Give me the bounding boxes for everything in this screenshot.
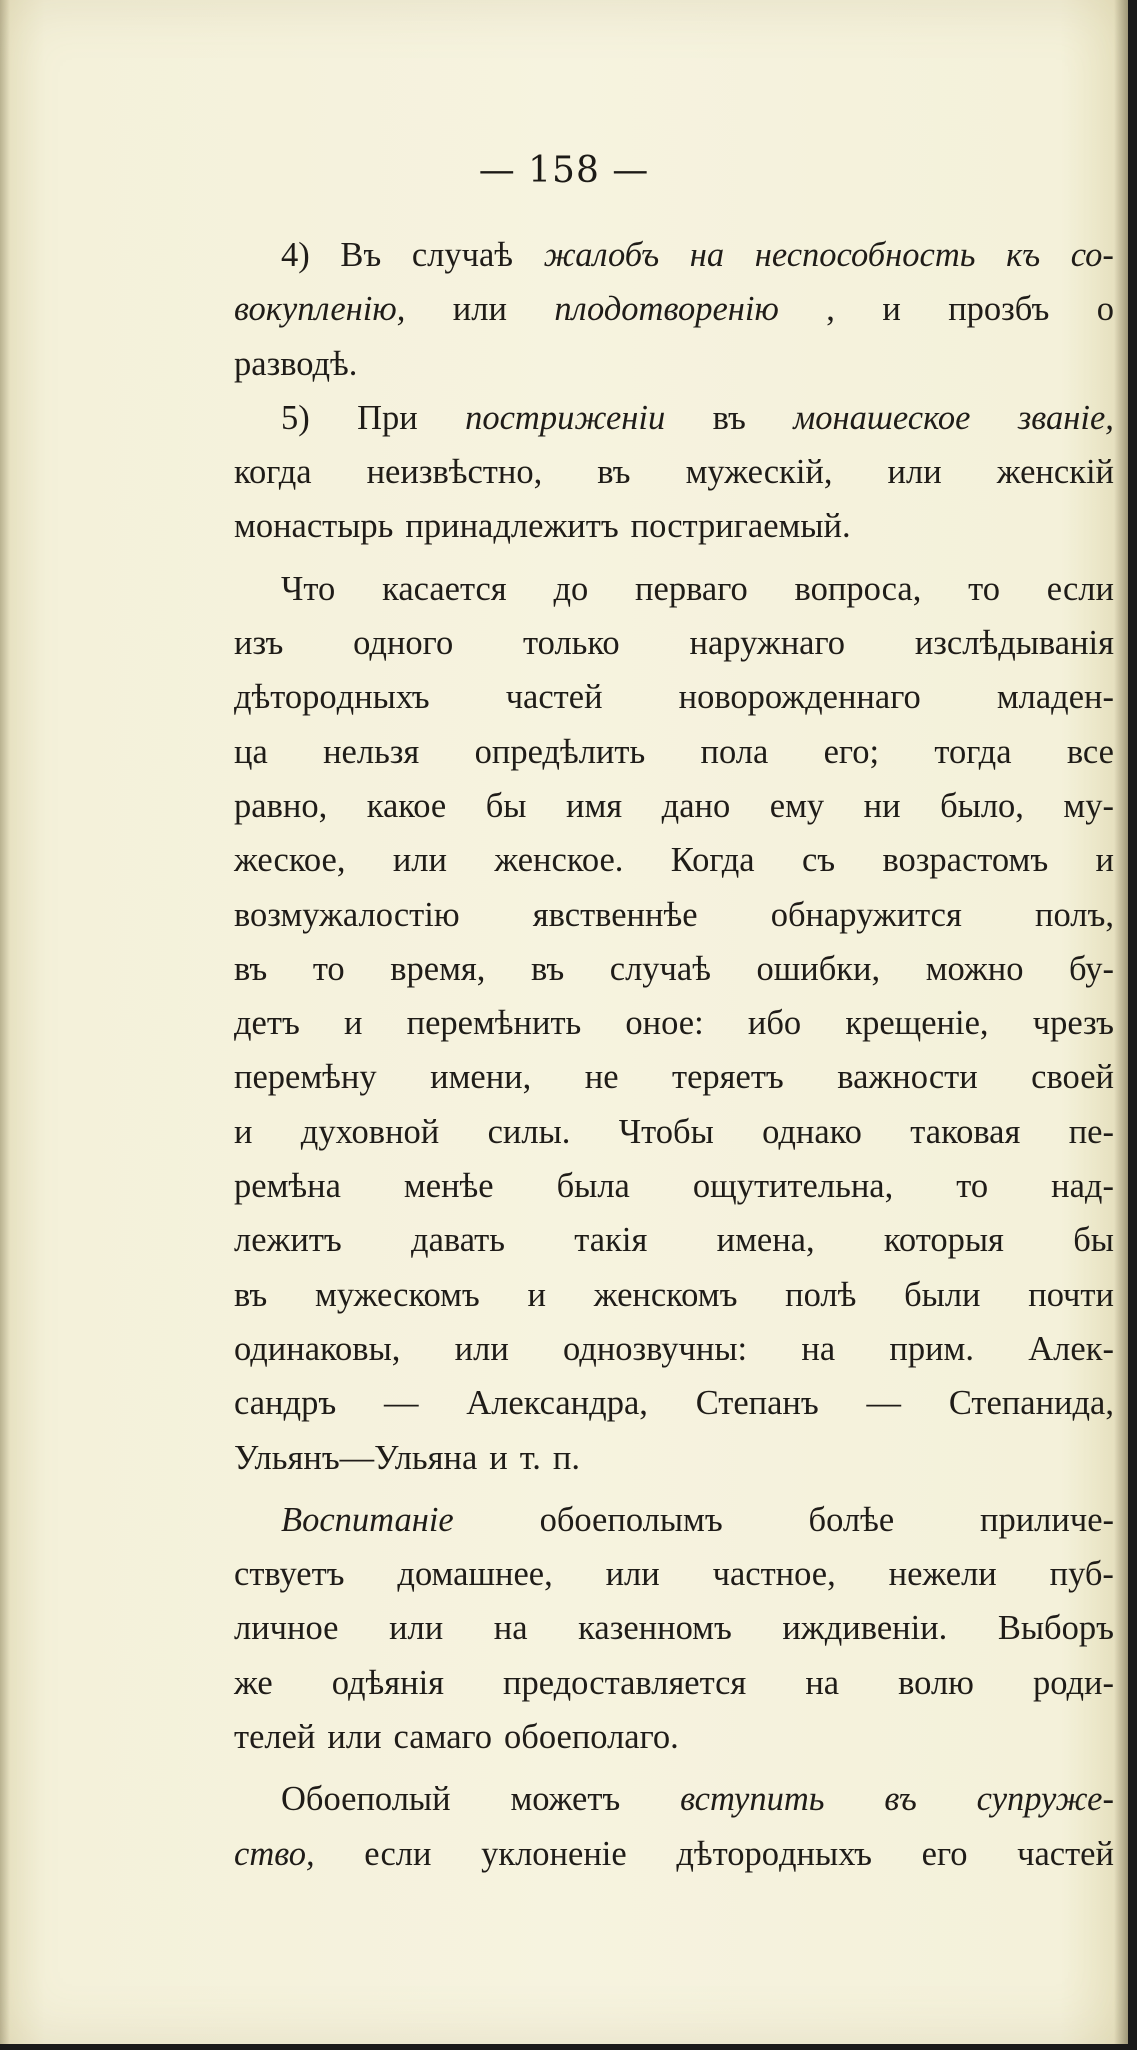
word: роди- [1032,1663,1114,1702]
word: только [523,624,620,663]
text-line [234,1376,1114,1430]
word: вступить [680,1780,825,1819]
word: бы [485,786,527,825]
word: теряетъ [672,1058,784,1097]
paragraph-gap [234,1485,1114,1493]
text-line [234,1322,1114,1376]
word: детъ [234,1004,300,1043]
word: крещеніе, [845,1004,989,1043]
word: обоеполаго. [504,1718,679,1757]
word: му- [1063,786,1114,825]
word: и [1095,841,1114,880]
word: на [805,1663,840,1702]
text-line [234,1547,1114,1601]
word: опредѣлить [474,732,646,771]
word: со- [1070,236,1114,274]
word: ство, [234,1834,315,1873]
text-line [234,1710,1114,1764]
word: пе- [1068,1112,1114,1151]
word: жалобъ [543,236,660,274]
word: т. [519,1438,541,1477]
word: или [605,1555,660,1594]
word: изслѣдыванія [914,624,1114,663]
word: частей [1017,1834,1114,1873]
word: Выборъ [997,1609,1114,1648]
word: болѣе [808,1500,895,1539]
word: над- [1051,1167,1114,1206]
body-text [234,228,1114,1881]
word: его; [823,732,880,771]
text-line [234,1268,1114,1322]
word: пуб- [1049,1555,1114,1594]
word: и [882,290,901,329]
word: домашнее, [397,1555,553,1594]
word: полъ, [1035,895,1114,934]
word: ца [234,732,268,771]
word: 4) [281,236,310,274]
word: Ульянъ—Ульяна [234,1438,478,1477]
text-line [234,391,1114,445]
word: иждивеніи. [782,1609,948,1648]
word: мужескомъ [315,1275,480,1314]
word: или [392,841,447,880]
text-line [234,337,1114,391]
word: нежели [888,1555,997,1594]
word: къ [1006,236,1041,274]
word: какое [366,786,447,825]
word: давать [411,1221,505,1260]
text-line [234,616,1114,670]
word: если [1046,569,1114,608]
word: казенномъ [578,1609,732,1648]
word: бу- [1069,949,1114,988]
word: менѣе [403,1167,494,1206]
page-edge-shadow [0,0,10,2044]
word: обоеполымъ [539,1500,723,1539]
word: одѣянія [331,1663,445,1702]
word: ибо [747,1004,802,1043]
text-line [234,1050,1114,1104]
text-line [234,1213,1114,1267]
word: лежитъ [234,1221,342,1260]
word: чрезъ [1032,1004,1114,1043]
word: нельзя [323,732,420,771]
word: одинаковы, [234,1329,401,1368]
word: Степанида, [948,1384,1114,1423]
word: ни [863,786,901,825]
word: или [454,1329,509,1368]
word: разводѣ. [234,344,358,383]
word: равно, [234,786,328,825]
word: если [364,1834,432,1873]
word: — [383,1384,419,1423]
word: оное: [625,1004,704,1043]
word: духовной [300,1112,440,1151]
word: женскомъ [593,1275,738,1314]
word: которыя [883,1221,1004,1260]
word: полѣ [785,1275,857,1314]
text-line [234,996,1114,1050]
word: Александра, [466,1384,648,1423]
word: въ [597,453,631,492]
word: или [327,1718,382,1757]
word: наружнаго [689,624,846,663]
word: почти [1028,1275,1114,1314]
word: дѣторoдныхъ [676,1834,872,1873]
word: то [956,1167,989,1206]
text-line [234,1105,1114,1159]
word: прим. [889,1329,975,1368]
word: монашеское [793,398,971,437]
word: монастырь [234,507,394,546]
word: или [887,453,942,492]
word: Чтобы [618,1112,714,1151]
word: и [343,1004,363,1043]
word: важности [837,1058,978,1097]
word: то [312,949,345,988]
paragraph-gap [234,1764,1114,1772]
word: ощутительна, [692,1167,894,1206]
word: въ [712,398,746,437]
word: на [801,1329,836,1368]
text-line [234,942,1114,996]
word: Въ [340,236,382,274]
word: Степанъ [695,1384,819,1423]
word: же [234,1663,273,1702]
word: волю [898,1663,974,1702]
word: то [968,569,1001,608]
word: дано [661,786,731,825]
word: ему [769,786,825,825]
paragraph-gap [234,554,1114,562]
text-line [234,1159,1114,1213]
text-line [234,445,1114,499]
word: на [689,236,725,274]
word: можетъ [510,1780,621,1819]
word: телей [234,1718,316,1757]
text-line [234,725,1114,779]
word: супруже- [976,1780,1114,1819]
word: была [556,1167,630,1206]
text-line [234,1656,1114,1710]
word: плодотворенію [554,290,779,329]
word: Алек- [1028,1329,1114,1368]
word: имени, [430,1058,532,1097]
word: вопроса, [794,569,922,608]
word: силы. [487,1112,571,1151]
word: и [234,1112,253,1151]
word: случаѣ [411,236,514,274]
word: касается [382,569,507,608]
text-line [234,833,1114,887]
word: званіе, [1017,398,1114,437]
word: , [826,290,835,329]
text-line [234,779,1114,833]
word: При [357,398,418,437]
page-number: — 158 — [478,150,650,191]
word: вокупленію, [234,290,406,329]
word: п. [552,1438,580,1477]
word: предоставляется [503,1663,747,1702]
word: о [1096,290,1114,329]
text-line [234,562,1114,616]
word: съ [801,841,836,880]
text-line [234,1601,1114,1655]
word: таковая [910,1112,1021,1151]
word: въ [884,1780,917,1819]
word: или [389,1609,444,1648]
word: время, [390,949,486,988]
word: Обоеполый [281,1780,451,1819]
word: перемѣну [234,1058,377,1097]
word: перемѣнить [406,1004,582,1043]
word: можно [925,949,1024,988]
word: тогда [934,732,1012,771]
word: или [452,290,507,329]
word: мужескій, [685,453,833,492]
text-line [234,1772,1114,1826]
word: въ [530,949,565,988]
word: принадлежитъ [405,507,619,546]
word: прозбъ [948,290,1050,329]
word: неизвѣстно, [366,453,543,492]
word: частей [505,678,603,717]
word: когда [234,453,312,492]
word: новорожденнаго [678,678,921,717]
word: въ [234,949,268,988]
text-line [234,888,1114,942]
word: пола [700,732,769,771]
text-line [234,1493,1114,1547]
text-line [234,282,1114,336]
word: Воспитаніе [281,1500,454,1539]
word: постригаемый. [630,507,851,546]
word: женскій [996,453,1114,492]
text-line [234,1827,1114,1881]
word: все [1066,732,1114,771]
word: имя [565,786,623,825]
word: личное [234,1609,339,1648]
word: одного [353,624,454,663]
word: ремѣна [234,1167,341,1206]
word: младен- [996,678,1114,717]
word: изъ [234,624,284,663]
spine-shadow [1114,0,1128,2044]
word: приличе- [979,1500,1114,1539]
word: частное, [712,1555,836,1594]
word: 5) [281,398,310,437]
word: однозвучны: [563,1329,748,1368]
word: — [866,1384,902,1423]
word: были [904,1275,981,1314]
word: однако [762,1112,862,1151]
word: до [553,569,589,608]
text-line [234,228,1114,282]
word: случаѣ [609,949,711,988]
word: въ [234,1275,268,1314]
text-line [234,1431,1114,1485]
text-line [234,499,1114,553]
word: не [584,1058,619,1097]
word: Что [281,569,336,608]
word: и [489,1438,508,1477]
word: возмужалостію [234,895,460,934]
word: ствуетъ [234,1555,345,1594]
text-line [234,670,1114,724]
word: неспособность [754,236,976,274]
word: перваго [635,569,748,608]
word: своей [1031,1058,1114,1097]
word: его [921,1834,968,1873]
word: было, [940,786,1024,825]
word: на [493,1609,528,1648]
word: сандръ [234,1384,337,1423]
word: жеское, [234,841,346,880]
word: ошибки, [756,949,881,988]
word: и [527,1275,546,1314]
word: такія [574,1221,648,1260]
word: явственнѣе [532,895,698,934]
word: постриженіи [465,398,666,437]
word: обнаружится [770,895,962,934]
word: дѣторoдныхъ [234,678,430,717]
word: женское. [494,841,624,880]
word: самаго [393,1718,493,1757]
word: имена, [716,1221,815,1260]
word: Когда [670,841,755,880]
word: уклоненіе [481,1834,627,1873]
word: бы [1073,1221,1114,1260]
word: возрастомъ [882,841,1049,880]
